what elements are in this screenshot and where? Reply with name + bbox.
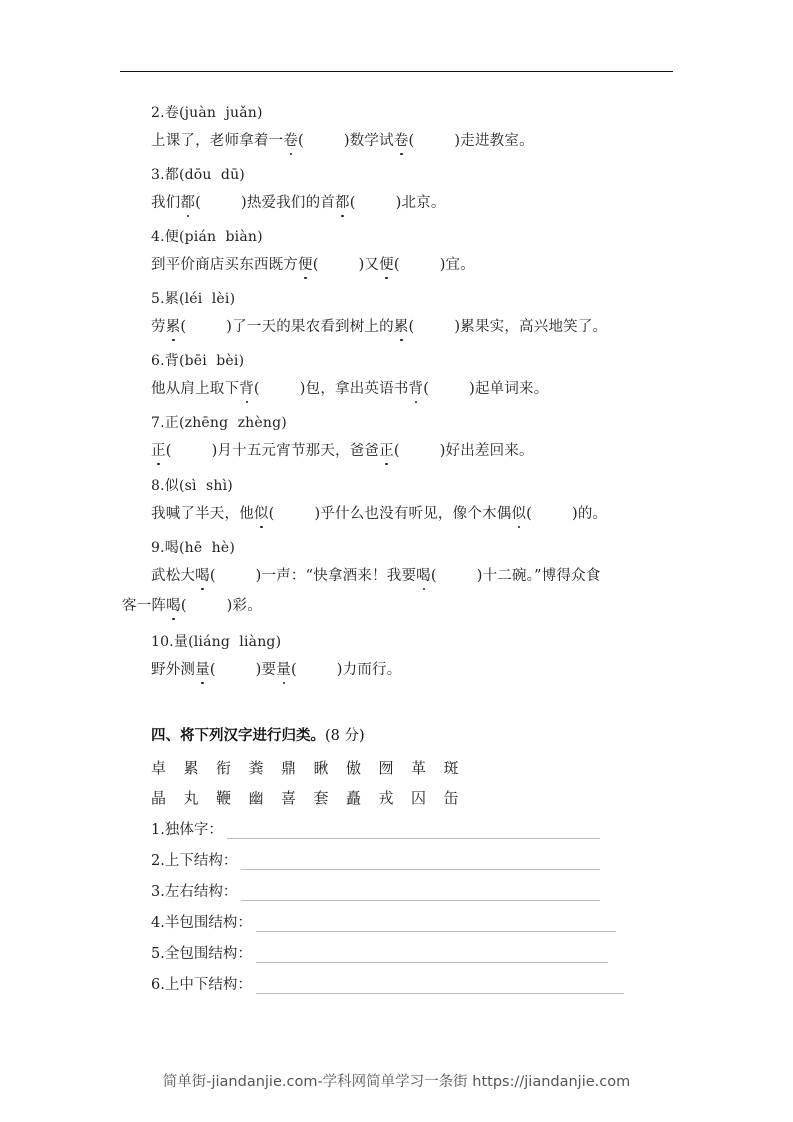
sentence-text: (	[393, 443, 400, 459]
sentence-text: )又	[358, 257, 380, 273]
sentence-text: 武松大	[151, 568, 196, 584]
category-label: 4.半包围结构：	[151, 915, 252, 931]
sentence-text: (	[526, 506, 532, 522]
answer-line[interactable]	[227, 824, 600, 839]
character: 鞭	[216, 789, 232, 807]
target-character: 喝	[195, 568, 210, 584]
section-title-text: 四、将下列汉字进行归类。	[151, 728, 325, 744]
sentence-text: )要	[255, 662, 277, 678]
sentence-text: (	[195, 195, 201, 211]
category-label: 3.左右结构：	[151, 884, 238, 900]
sentence-text: )乎什么也没有听见，像个木偶	[314, 506, 512, 522]
sentence-text: (	[349, 195, 356, 211]
target-character: 量	[276, 662, 291, 678]
question-sentence	[151, 194, 446, 212]
sentence-text: )的。	[572, 506, 608, 522]
category-row	[151, 821, 600, 839]
target-character: 背	[239, 381, 254, 397]
target-character: 喝	[416, 568, 431, 584]
question-heading: 6.背(bēi bèi)	[151, 353, 245, 369]
category-row	[151, 852, 600, 870]
answer-line[interactable]	[256, 917, 616, 932]
sentence-text: (	[253, 381, 260, 397]
character: 矗	[346, 789, 362, 807]
question-sentence	[151, 661, 401, 679]
sentence-text: (	[209, 662, 216, 678]
character: 累	[183, 759, 199, 777]
sentence-text: )数学试	[343, 133, 394, 149]
sentence-text: )北京。	[395, 195, 446, 211]
character: 傲	[346, 759, 362, 777]
category-row	[151, 945, 608, 963]
question-heading: 2.卷(juàn juǎn)	[151, 105, 263, 121]
sentence-text: (	[209, 568, 216, 584]
target-character: 正	[379, 443, 394, 459]
category-label: 1.独体字：	[151, 822, 223, 838]
question-heading: 4.便(pián biàn)	[151, 229, 263, 245]
sentence-text: )彩。	[226, 598, 262, 614]
target-character: 似	[253, 506, 269, 522]
character: 鼎	[281, 759, 297, 777]
question-sentence	[151, 318, 607, 336]
sentence-text: (	[423, 381, 430, 397]
sentence-text: (	[430, 568, 437, 584]
character: 丸	[183, 789, 199, 807]
question-heading: 9.喝(hē hè)	[151, 540, 235, 556]
sentence-text: )力而行。	[336, 662, 402, 678]
sentence-text: 客一阵	[122, 598, 167, 614]
sentence-text: (	[290, 662, 297, 678]
sentence-text: (	[180, 319, 187, 335]
target-character: 似	[511, 506, 527, 522]
character: 卓	[151, 759, 167, 777]
question-sentence	[151, 256, 475, 274]
sentence-text: )走进教室。	[454, 133, 534, 149]
sentence-text: (	[268, 506, 275, 522]
category-row	[151, 914, 616, 932]
category-label: 6.上中下结构：	[151, 977, 252, 993]
target-character: 量	[195, 662, 210, 678]
answer-line[interactable]	[241, 855, 600, 870]
sentence-text: (	[408, 133, 415, 149]
answer-line[interactable]	[241, 886, 600, 901]
category-label: 2.上下结构：	[151, 853, 238, 869]
question-sentence	[122, 597, 262, 615]
question-sentence	[151, 442, 534, 460]
character-row	[151, 789, 476, 807]
sentence-text: 我喊了半天，他	[151, 506, 254, 522]
sentence-text: )宜。	[439, 257, 475, 273]
question-sentence	[151, 505, 607, 523]
sentence-text: )一声：“快拿酒来！我要	[255, 568, 417, 584]
sentence-text: )起单词来。	[469, 381, 549, 397]
character: 粪	[248, 759, 264, 777]
sentence-text: 野外测	[151, 662, 196, 678]
character: 囫	[378, 759, 394, 777]
sentence-text: 我们	[151, 195, 181, 211]
target-character: 便	[379, 257, 394, 273]
sentence-text: 劳	[151, 319, 166, 335]
category-row	[151, 883, 600, 901]
character: 幽	[248, 789, 264, 807]
target-character: 正	[151, 443, 166, 459]
header-rule	[120, 71, 673, 72]
character: 斑	[443, 759, 459, 777]
question-heading: 8.似(sì shì)	[151, 478, 233, 494]
answer-line[interactable]	[256, 979, 624, 994]
character: 套	[313, 789, 329, 807]
answer-line[interactable]	[256, 948, 608, 963]
character: 囚	[411, 789, 427, 807]
sentence-text: )热爱我们的首	[240, 195, 336, 211]
question-sentence	[151, 132, 534, 150]
sentence-text: 到平价商店买东西既方	[151, 257, 298, 273]
character: 晶	[151, 789, 167, 807]
sentence-text: 他从肩上取下	[151, 381, 240, 397]
target-character: 累	[165, 319, 181, 335]
sentence-text: (	[165, 443, 172, 459]
footer-watermark: 简单街-jiandanjie.com-学科网简单学习一条街 https://jiandanjie.com	[162, 1074, 631, 1090]
character: 衔	[216, 759, 232, 777]
target-character: 卷	[393, 133, 409, 149]
sentence-text: )了一天的果农看到树上的	[226, 319, 394, 335]
category-label: 5.全包围结构：	[151, 946, 252, 962]
sentence-text: )十二碗。”博得众食	[476, 568, 601, 584]
sentence-text: (	[180, 598, 187, 614]
sentence-text: )包，拿出英语书	[299, 381, 409, 397]
question-sentence	[151, 380, 548, 398]
category-row	[151, 976, 624, 994]
section-title	[151, 727, 365, 745]
target-character: 卷	[283, 133, 299, 149]
character: 革	[411, 759, 427, 777]
sentence-text: )月十五元宵节那天，爸爸	[211, 443, 380, 459]
character: 喜	[281, 789, 297, 807]
character: 缶	[443, 789, 459, 807]
target-character: 累	[393, 319, 409, 335]
target-character: 喝	[166, 598, 181, 614]
sentence-text: (	[408, 319, 415, 335]
sentence-text: )好出差回来。	[439, 443, 534, 459]
sentence-text: (	[298, 133, 304, 149]
target-character: 都	[180, 195, 196, 211]
character-row	[151, 759, 476, 777]
question-heading: 5.累(léi lèi)	[151, 291, 236, 307]
sentence-text: (	[312, 257, 319, 273]
sentence-text: 上课了，老师拿着一	[151, 133, 284, 149]
target-character: 便	[298, 257, 313, 273]
question-heading: 10.量(liáng liàng)	[151, 634, 282, 650]
target-character: 背	[408, 381, 424, 397]
section-score: (8 分)	[325, 728, 365, 744]
question-heading: 7.正(zhēng zhèng)	[151, 415, 287, 431]
target-character: 都	[335, 195, 350, 211]
sentence-text: (	[393, 257, 400, 273]
question-heading: 3.都(dōu dū)	[151, 167, 245, 183]
question-sentence	[151, 567, 601, 585]
character: 瞅	[313, 759, 329, 777]
character: 戎	[378, 789, 394, 807]
sentence-text: )累果实，高兴地笑了。	[454, 319, 608, 335]
